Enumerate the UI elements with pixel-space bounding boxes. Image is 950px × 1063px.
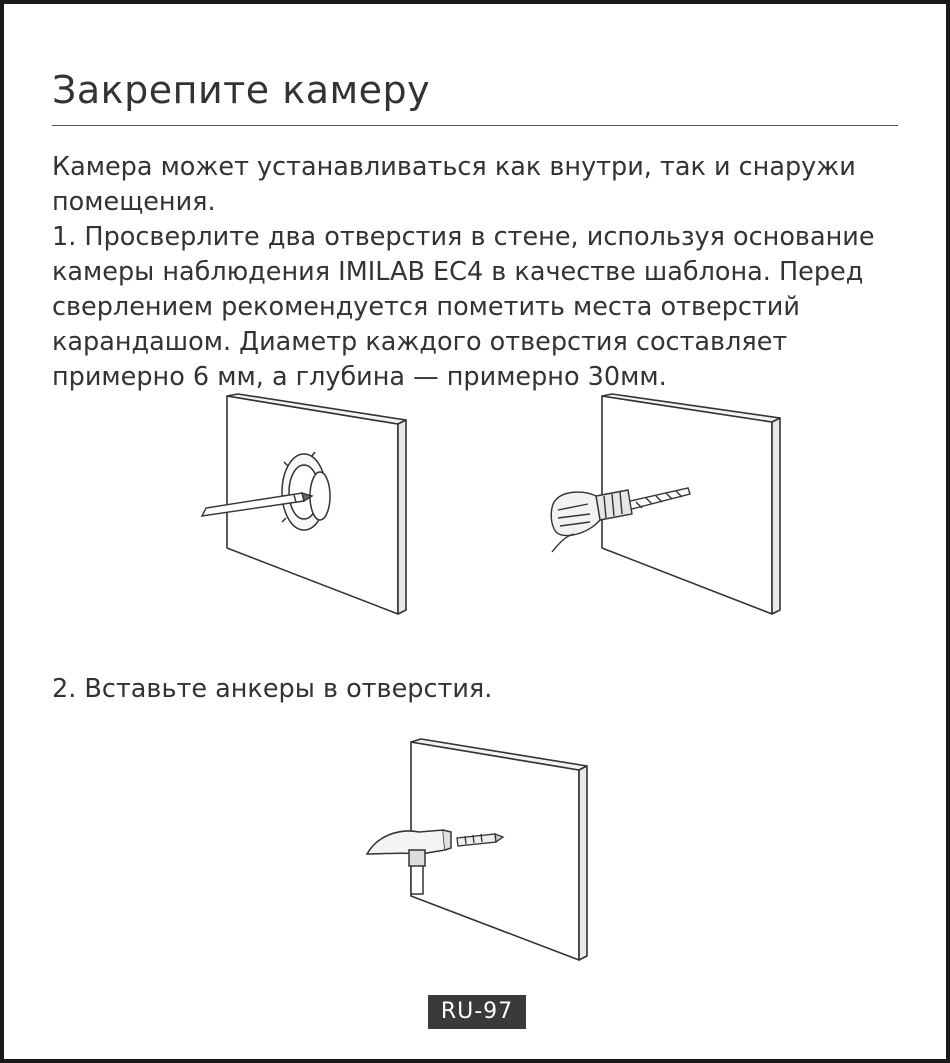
page-title: Закрепите камеру [52, 68, 431, 112]
hammering-anchors-illustration [359, 736, 599, 968]
drilling-holes-illustration [544, 392, 784, 622]
title-divider [52, 125, 898, 126]
marking-holes-with-pencil-illustration [194, 392, 414, 622]
page-number-badge: RU-97 [428, 995, 526, 1029]
instructions-text [52, 150, 912, 395]
step-1-paragraph: 1. Просверлите два отверстия в стене, используя основание камеры наблюдения IMILAB EC4 в качестве шаблона. Перед сверлением рекомендуется пометить места отверстий карандашом. Диаметр каждого отверстия составляет примерно 6 мм, а глубина — примерно 30мм. [52, 222, 875, 392]
intro-paragraph: Камера может устанавливаться как внутри, так и снаружи помещения. [52, 152, 856, 217]
step-2-paragraph: 2. Вставьте анкеры в отверстия. [52, 674, 493, 704]
